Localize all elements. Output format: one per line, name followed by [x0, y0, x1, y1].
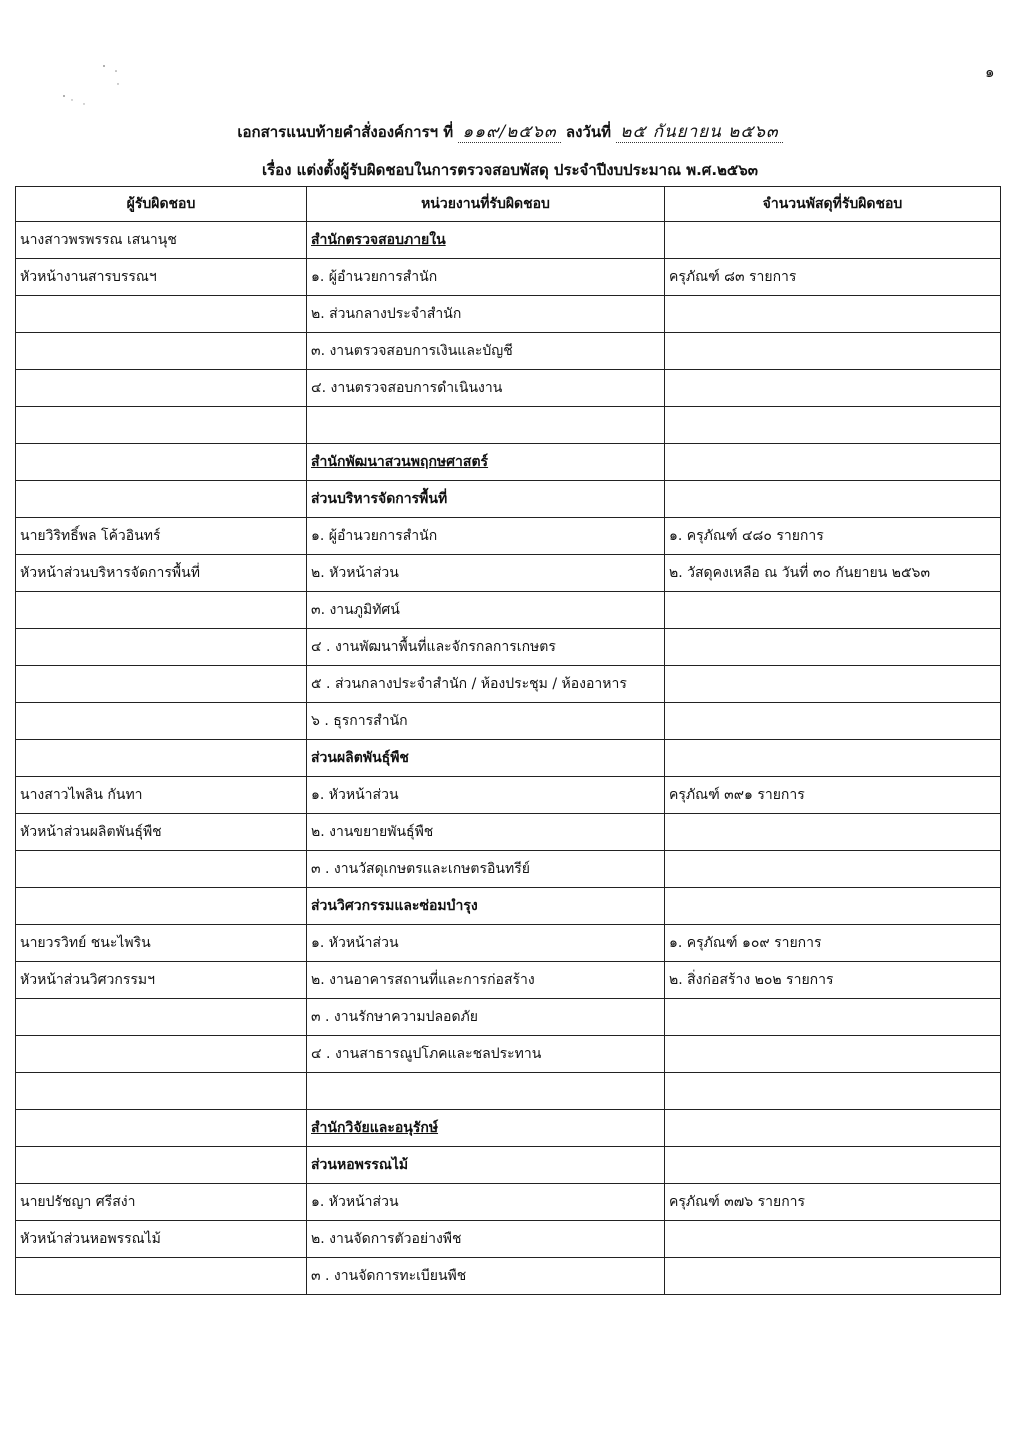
- responsible-person-cell: [16, 1258, 307, 1295]
- item-count-cell: [665, 888, 1001, 925]
- table-row: [16, 592, 1001, 629]
- responsible-person-cell: หัวหน้าส่วนวิศวกรรมฯ: [16, 962, 307, 999]
- item-count-cell: [665, 740, 1001, 777]
- responsible-unit-cell: ส่วนบริหารจัดการพื้นที่: [307, 481, 665, 518]
- page-number: ๑: [985, 63, 995, 81]
- item-count-cell: [665, 999, 1001, 1036]
- responsible-unit-cell: ๓. งานตรวจสอบการเงินและบัญชี: [307, 333, 665, 370]
- table-row: [16, 851, 1001, 888]
- item-count-cell: ๑. ครุภัณฑ์ ๔๘๐ รายการ: [665, 518, 1001, 555]
- table-row: [16, 1147, 1001, 1184]
- item-count-cell: [665, 222, 1001, 259]
- item-count-cell: ครุภัณฑ์ ๓๗๖ รายการ: [665, 1184, 1001, 1221]
- table-row: [16, 444, 1001, 481]
- item-count-cell: [665, 296, 1001, 333]
- responsible-unit-cell: [307, 407, 665, 444]
- responsible-person-cell: นายปรัชญา ศรีสง่า: [16, 1184, 307, 1221]
- item-count-cell: [665, 814, 1001, 851]
- responsible-person-cell: หัวหน้าส่วนบริหารจัดการพื้นที่: [16, 555, 307, 592]
- table-row: [16, 740, 1001, 777]
- scan-specks: [60, 62, 130, 112]
- responsible-unit-cell: สำนักวิจัยและอนุรักษ์: [307, 1110, 665, 1147]
- table-row: [16, 1258, 1001, 1295]
- document-header: [0, 118, 1020, 145]
- table-row: [16, 222, 1001, 259]
- responsible-person-cell: นายวิริทธิ์พล โค้วอินทร์: [16, 518, 307, 555]
- item-count-cell: [665, 703, 1001, 740]
- responsible-unit-cell: ๒. งานจัดการตัวอย่างพืช: [307, 1221, 665, 1258]
- item-count-cell: [665, 629, 1001, 666]
- responsibility-table: [15, 186, 1001, 1295]
- responsible-unit-cell: ๑. หัวหน้าส่วน: [307, 1184, 665, 1221]
- column-header-items: จำนวนพัสดุที่รับผิดชอบ: [665, 187, 1001, 222]
- responsible-person-cell: [16, 1036, 307, 1073]
- table-row: [16, 814, 1001, 851]
- responsible-person-cell: นางสาวพรพรรณ เสนานุช: [16, 222, 307, 259]
- responsible-unit-cell: [307, 1073, 665, 1110]
- responsible-unit-cell: ๑. ผู้อำนวยการสำนัก: [307, 518, 665, 555]
- table-row: [16, 407, 1001, 444]
- responsible-unit-cell: ส่วนผลิตพันธุ์พืช: [307, 740, 665, 777]
- item-count-cell: [665, 1073, 1001, 1110]
- responsible-person-cell: [16, 592, 307, 629]
- item-count-cell: ๒. วัสดุคงเหลือ ณ วันที่ ๓๐ กันยายน ๒๕๖๓: [665, 555, 1001, 592]
- order-number: ๑๑๙/๒๕๖๓: [458, 122, 560, 143]
- responsible-unit-cell: ๑. หัวหน้าส่วน: [307, 777, 665, 814]
- responsible-unit-cell: ส่วนวิศวกรรมและซ่อมบำรุง: [307, 888, 665, 925]
- responsible-unit-cell: ๔. งานตรวจสอบการดำเนินงาน: [307, 370, 665, 407]
- column-header-person: ผู้รับผิดชอบ: [16, 187, 307, 222]
- header-title-prefix: เอกสารแนบท้ายคำสั่งองค์การฯ ที่: [237, 123, 454, 141]
- responsible-unit-cell: ๓ . งานรักษาความปลอดภัย: [307, 999, 665, 1036]
- table-row: [16, 259, 1001, 296]
- responsible-person-cell: [16, 1110, 307, 1147]
- responsible-person-cell: [16, 333, 307, 370]
- table-row: [16, 1184, 1001, 1221]
- item-count-cell: [665, 1221, 1001, 1258]
- item-count-cell: ๒. สิ่งก่อสร้าง ๒๐๒ รายการ: [665, 962, 1001, 999]
- table-row: [16, 296, 1001, 333]
- table-body: [16, 222, 1001, 1295]
- table-row: [16, 999, 1001, 1036]
- item-count-cell: [665, 1036, 1001, 1073]
- responsible-person-cell: [16, 999, 307, 1036]
- responsible-unit-cell: สำนักพัฒนาสวนพฤกษศาสตร์: [307, 444, 665, 481]
- responsible-unit-cell: ๕ . ส่วนกลางประจำสำนัก / ห้องประชุม / ห้องอาหาร: [307, 666, 665, 703]
- table-row: [16, 333, 1001, 370]
- responsible-unit-cell: ๖ . ธุรการสำนัก: [307, 703, 665, 740]
- responsible-unit-cell: ๔ . งานพัฒนาพื้นที่และจักรกลการเกษตร: [307, 629, 665, 666]
- responsible-unit-cell: ๒. หัวหน้าส่วน: [307, 555, 665, 592]
- table-row: [16, 1073, 1001, 1110]
- responsible-unit-cell: ๔ . งานสาธารณูปโภคและชลประทาน: [307, 1036, 665, 1073]
- table-row: [16, 481, 1001, 518]
- responsible-person-cell: [16, 370, 307, 407]
- responsible-person-cell: หัวหน้าส่วนหอพรรณไม้: [16, 1221, 307, 1258]
- responsible-person-cell: หัวหน้าส่วนผลิตพันธุ์พืช: [16, 814, 307, 851]
- responsible-unit-cell: ๒. งานขยายพันธุ์พืช: [307, 814, 665, 851]
- item-count-cell: ๑. ครุภัณฑ์ ๑๐๙ รายการ: [665, 925, 1001, 962]
- item-count-cell: [665, 592, 1001, 629]
- table-row: [16, 962, 1001, 999]
- responsible-person-cell: [16, 1073, 307, 1110]
- item-count-cell: [665, 851, 1001, 888]
- responsible-person-cell: [16, 1147, 307, 1184]
- responsible-person-cell: [16, 851, 307, 888]
- table-row: [16, 1110, 1001, 1147]
- table-row: [16, 629, 1001, 666]
- responsible-person-cell: [16, 666, 307, 703]
- document-subject: เรื่อง แต่งตั้งผู้รับผิดชอบในการตรวจสอบพัสดุ ประจำปีงบประมาณ พ.ศ.๒๕๖๓: [261, 161, 759, 179]
- table-row: [16, 888, 1001, 925]
- item-count-cell: [665, 666, 1001, 703]
- responsible-unit-cell: ๓. งานภูมิทัศน์: [307, 592, 665, 629]
- responsible-person-cell: [16, 888, 307, 925]
- responsible-person-cell: [16, 740, 307, 777]
- item-count-cell: [665, 333, 1001, 370]
- item-count-cell: [665, 1147, 1001, 1184]
- responsible-person-cell: [16, 296, 307, 333]
- responsible-unit-cell: สำนักตรวจสอบภายใน: [307, 222, 665, 259]
- item-count-cell: [665, 444, 1001, 481]
- responsible-person-cell: นายวรวิทย์ ชนะไพริน: [16, 925, 307, 962]
- responsible-unit-cell: ๒. ส่วนกลางประจำสำนัก: [307, 296, 665, 333]
- order-date: ๒๕ กันยายน ๒๕๖๓: [616, 122, 782, 143]
- table-row: [16, 370, 1001, 407]
- responsible-unit-cell: ส่วนหอพรรณไม้: [307, 1147, 665, 1184]
- table-header-row: [16, 187, 1001, 222]
- responsible-person-cell: [16, 703, 307, 740]
- item-count-cell: [665, 370, 1001, 407]
- table-row: [16, 925, 1001, 962]
- item-count-cell: [665, 1258, 1001, 1295]
- responsible-unit-cell: ๓ . งานวัสดุเกษตรและเกษตรอินทรีย์: [307, 851, 665, 888]
- column-header-unit: หน่วยงานที่รับผิดชอบ: [307, 187, 665, 222]
- responsible-person-cell: [16, 481, 307, 518]
- table-row: [16, 555, 1001, 592]
- table-row: [16, 1036, 1001, 1073]
- responsible-person-cell: หัวหน้างานสารบรรณฯ: [16, 259, 307, 296]
- table-row: [16, 1221, 1001, 1258]
- table-row: [16, 666, 1001, 703]
- responsible-unit-cell: ๑. ผู้อำนวยการสำนัก: [307, 259, 665, 296]
- responsible-person-cell: นางสาวไพลิน กันทา: [16, 777, 307, 814]
- item-count-cell: ครุภัณฑ์ ๘๓ รายการ: [665, 259, 1001, 296]
- item-count-cell: [665, 1110, 1001, 1147]
- item-count-cell: [665, 407, 1001, 444]
- responsible-unit-cell: ๒. งานอาคารสถานที่และการก่อสร้าง: [307, 962, 665, 999]
- table-row: [16, 777, 1001, 814]
- date-label: ลงวันที่: [565, 123, 611, 141]
- responsible-person-cell: [16, 444, 307, 481]
- responsible-person-cell: [16, 407, 307, 444]
- responsible-unit-cell: ๑. หัวหน้าส่วน: [307, 925, 665, 962]
- item-count-cell: ครุภัณฑ์ ๓๙๑ รายการ: [665, 777, 1001, 814]
- responsible-unit-cell: ๓ . งานจัดการทะเบียนพืช: [307, 1258, 665, 1295]
- responsible-person-cell: [16, 629, 307, 666]
- table-row: [16, 518, 1001, 555]
- table-row: [16, 703, 1001, 740]
- item-count-cell: [665, 481, 1001, 518]
